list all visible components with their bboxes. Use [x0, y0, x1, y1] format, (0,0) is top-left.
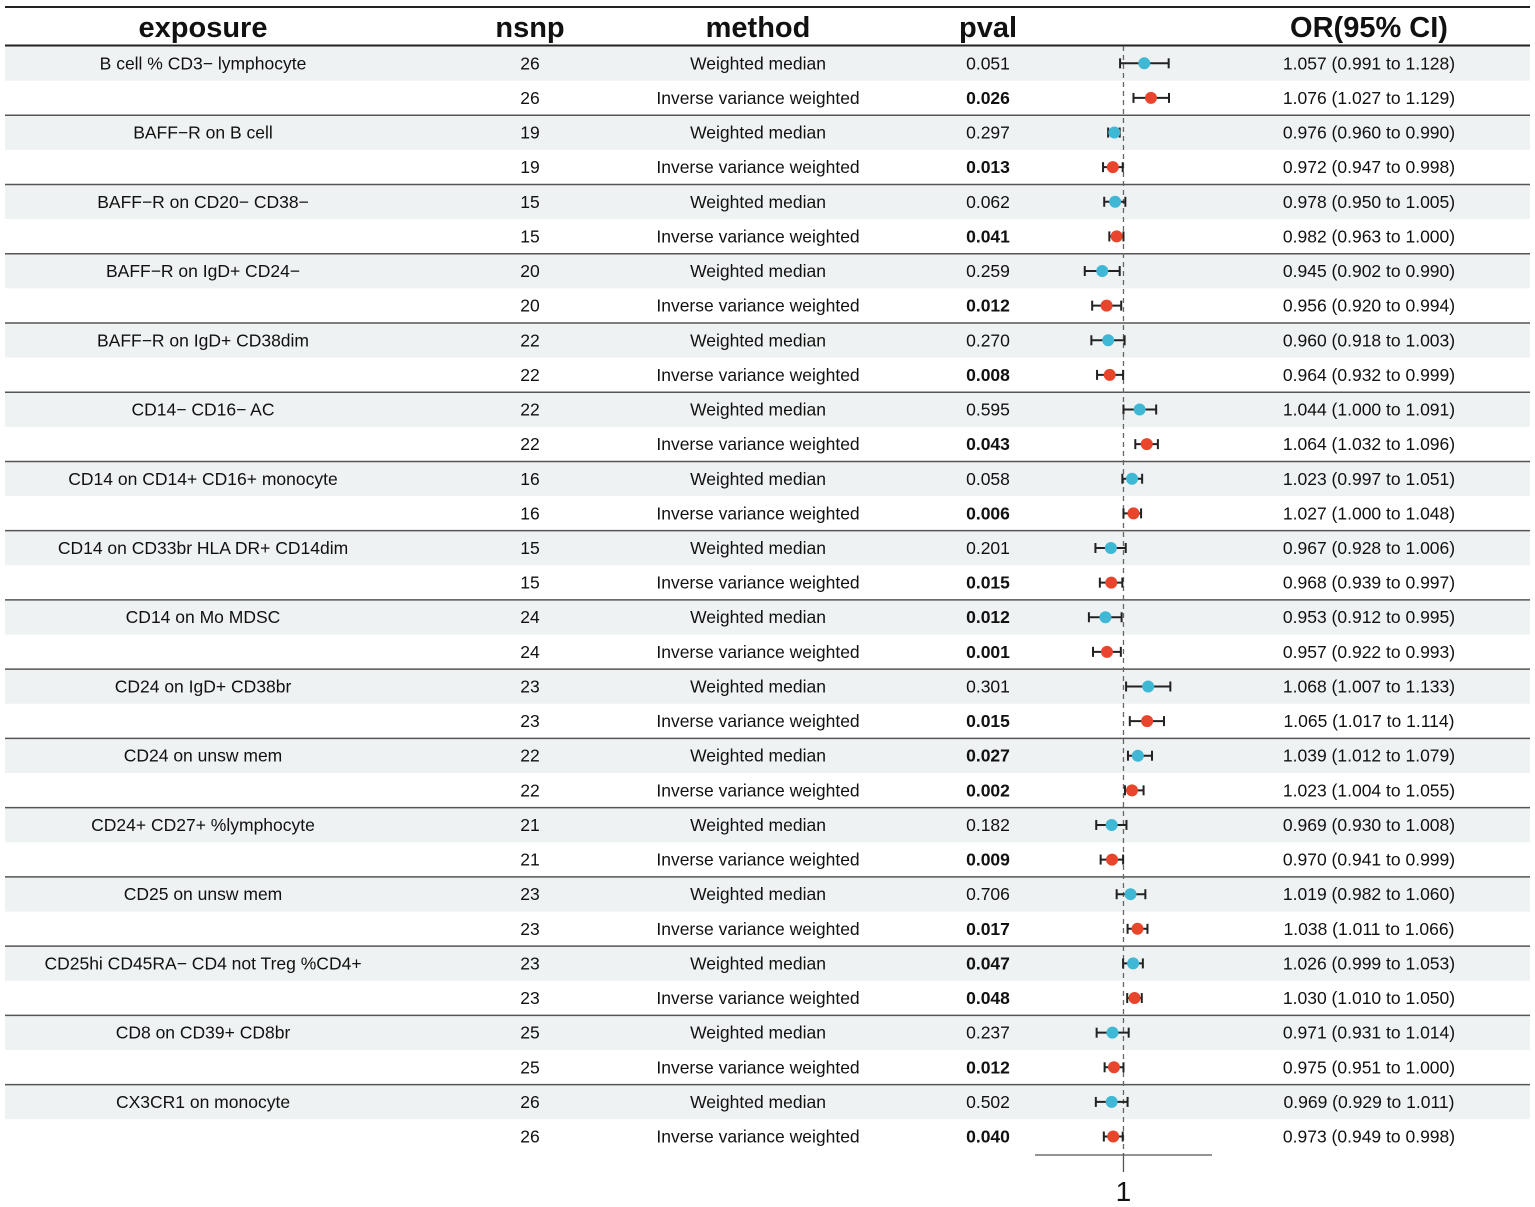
- nsnp-value: 26: [520, 1126, 540, 1147]
- or-ci-value: 1.026 (0.999 to 1.053): [1282, 953, 1456, 974]
- method-label: Weighted median: [690, 537, 826, 558]
- nsnp-value: 16: [520, 503, 540, 524]
- estimate-point: [1106, 854, 1118, 866]
- pval-value: 0.040: [966, 1126, 1010, 1147]
- estimate-point: [1096, 265, 1108, 277]
- or-ci-value: 0.953 (0.912 to 0.995): [1282, 607, 1456, 628]
- method-label: Inverse variance weighted: [656, 641, 860, 662]
- nsnp-value: 21: [520, 849, 540, 870]
- or-ci-value: 1.030 (1.010 to 1.050): [1282, 988, 1456, 1009]
- or-ci-value: 0.969 (0.930 to 1.008): [1282, 814, 1456, 835]
- or-ci-value: 0.975 (0.951 to 1.000): [1282, 1057, 1456, 1078]
- nsnp-value: 24: [520, 641, 540, 662]
- method-label: Weighted median: [690, 953, 826, 974]
- nsnp-value: 22: [520, 399, 540, 420]
- nsnp-value: 19: [520, 122, 540, 143]
- or-ci-value: 0.967 (0.928 to 1.006): [1282, 537, 1456, 558]
- or-ci-value: 1.038 (1.011 to 1.066): [1283, 918, 1455, 939]
- estimate-point: [1099, 611, 1111, 623]
- pval-value: 0.012: [966, 1057, 1010, 1078]
- nsnp-value: 20: [520, 295, 540, 316]
- nsnp-value: 23: [520, 953, 540, 974]
- x-tick-label: 1: [1115, 1176, 1132, 1207]
- or-ci-value: 0.976 (0.960 to 0.990): [1282, 122, 1456, 143]
- or-ci-value: 0.978 (0.950 to 1.005): [1282, 191, 1456, 212]
- estimate-point: [1107, 1131, 1119, 1143]
- pval-value: 0.015: [966, 572, 1010, 593]
- pval-value: 0.017: [966, 918, 1010, 939]
- method-label: Inverse variance weighted: [656, 780, 860, 801]
- exposure-label: BAFF−R on B cell: [133, 122, 273, 143]
- estimate-point: [1106, 1027, 1118, 1039]
- method-label: Inverse variance weighted: [656, 434, 860, 455]
- exposure-label: CD14 on CD14+ CD16+ monocyte: [68, 468, 338, 489]
- estimate-point: [1134, 404, 1146, 416]
- method-label: Inverse variance weighted: [656, 918, 860, 939]
- pval-value: 0.051: [966, 53, 1010, 74]
- exposure-label: CD14− CD16− AC: [131, 399, 275, 420]
- method-label: Weighted median: [690, 191, 826, 212]
- pval-value: 0.270: [966, 330, 1010, 351]
- or-ci-value: 0.970 (0.941 to 0.999): [1282, 849, 1456, 870]
- or-ci-value: 1.065 (1.017 to 1.114): [1283, 711, 1455, 732]
- exposure-label: CD14 on Mo MDSC: [125, 607, 281, 628]
- estimate-point: [1101, 646, 1113, 658]
- or-ci-value: 0.973 (0.949 to 0.998): [1282, 1126, 1456, 1147]
- pval-value: 0.013: [966, 157, 1010, 178]
- or-ci-value: 1.023 (1.004 to 1.055): [1282, 780, 1456, 801]
- pval-value: 0.012: [966, 295, 1010, 316]
- pval-value: 0.041: [966, 226, 1010, 247]
- nsnp-value: 23: [520, 988, 540, 1009]
- or-ci-value: 1.039 (1.012 to 1.079): [1282, 745, 1456, 766]
- pval-value: 0.002: [966, 780, 1010, 801]
- method-label: Weighted median: [690, 399, 826, 420]
- estimate-point: [1106, 1096, 1118, 1108]
- nsnp-value: 26: [520, 1091, 540, 1112]
- estimate-point: [1105, 542, 1117, 554]
- or-ci-value: 1.064 (1.032 to 1.096): [1282, 434, 1456, 455]
- pval-value: 0.062: [966, 191, 1010, 212]
- header-or-ci: OR(95% CI): [1290, 12, 1448, 44]
- method-label: Weighted median: [690, 122, 826, 143]
- estimate-point: [1141, 438, 1153, 450]
- exposure-label: CX3CR1 on monocyte: [115, 1091, 291, 1112]
- or-ci-value: 1.068 (1.007 to 1.133): [1282, 676, 1456, 697]
- pval-value: 0.706: [966, 884, 1010, 905]
- header-method: method: [705, 12, 811, 44]
- estimate-point: [1127, 507, 1139, 519]
- pval-value: 0.015: [966, 711, 1010, 732]
- estimate-point: [1104, 369, 1116, 381]
- estimate-point: [1101, 300, 1113, 312]
- header-nsnp: nsnp: [495, 12, 565, 44]
- nsnp-value: 23: [520, 711, 540, 732]
- or-ci-value: 0.945 (0.902 to 0.990): [1282, 261, 1456, 282]
- estimate-point: [1108, 1061, 1120, 1073]
- estimate-point: [1126, 784, 1138, 796]
- pval-value: 0.047: [966, 953, 1010, 974]
- pval-value: 0.058: [966, 468, 1010, 489]
- method-label: Weighted median: [690, 468, 826, 489]
- header-pval: pval: [958, 12, 1018, 44]
- method-label: Weighted median: [690, 814, 826, 835]
- estimate-point: [1108, 127, 1120, 139]
- nsnp-value: 26: [520, 87, 540, 108]
- estimate-point: [1126, 473, 1138, 485]
- nsnp-value: 15: [520, 537, 540, 558]
- estimate-point: [1109, 196, 1121, 208]
- estimate-point: [1127, 957, 1139, 969]
- or-ci-value: 0.956 (0.920 to 0.994): [1282, 295, 1456, 316]
- method-label: Inverse variance weighted: [656, 711, 860, 732]
- nsnp-value: 21: [520, 814, 540, 835]
- or-ci-value: 0.968 (0.939 to 0.997): [1282, 572, 1456, 593]
- estimate-point: [1132, 750, 1144, 762]
- pval-value: 0.301: [966, 676, 1010, 697]
- pval-value: 0.201: [966, 537, 1010, 558]
- or-ci-value: 0.972 (0.947 to 0.998): [1282, 157, 1456, 178]
- method-label: Inverse variance weighted: [656, 849, 860, 870]
- estimate-point: [1138, 57, 1150, 69]
- or-ci-value: 1.019 (0.982 to 1.060): [1282, 884, 1456, 905]
- exposure-label: CD24 on unsw mem: [123, 745, 283, 766]
- method-label: Weighted median: [690, 676, 826, 697]
- exposure-label: BAFF−R on IgD+ CD24−: [105, 261, 301, 282]
- nsnp-value: 15: [520, 572, 540, 593]
- or-ci-value: 0.960 (0.918 to 1.003): [1282, 330, 1456, 351]
- exposure-label: CD14 on CD33br HLA DR+ CD14dim: [57, 537, 349, 558]
- method-label: Inverse variance weighted: [656, 364, 860, 385]
- estimate-point: [1131, 923, 1143, 935]
- nsnp-value: 22: [520, 780, 540, 801]
- nsnp-value: 25: [520, 1022, 540, 1043]
- estimate-point: [1142, 680, 1154, 692]
- pval-value: 0.006: [966, 503, 1010, 524]
- estimate-point: [1129, 992, 1141, 1004]
- pval-value: 0.043: [966, 434, 1010, 455]
- method-label: Inverse variance weighted: [656, 157, 860, 178]
- exposure-label: B cell % CD3− lymphocyte: [99, 53, 307, 74]
- nsnp-value: 22: [520, 330, 540, 351]
- method-label: Inverse variance weighted: [656, 988, 860, 1009]
- method-label: Inverse variance weighted: [656, 572, 860, 593]
- pval-value: 0.237: [966, 1022, 1010, 1043]
- nsnp-value: 23: [520, 884, 540, 905]
- method-label: Weighted median: [690, 745, 826, 766]
- method-label: Inverse variance weighted: [656, 87, 860, 108]
- nsnp-value: 25: [520, 1057, 540, 1078]
- nsnp-value: 23: [520, 918, 540, 939]
- nsnp-value: 22: [520, 745, 540, 766]
- method-label: Weighted median: [690, 53, 826, 74]
- estimate-point: [1102, 334, 1114, 346]
- or-ci-value: 0.964 (0.932 to 0.999): [1282, 364, 1456, 385]
- nsnp-value: 23: [520, 676, 540, 697]
- pval-value: 0.595: [966, 399, 1010, 420]
- pval-value: 0.008: [966, 364, 1010, 385]
- or-ci-value: 1.076 (1.027 to 1.129): [1282, 87, 1456, 108]
- method-label: Weighted median: [690, 607, 826, 628]
- or-ci-value: 1.044 (1.000 to 1.091): [1282, 399, 1456, 420]
- pval-value: 0.001: [966, 641, 1010, 662]
- estimate-point: [1106, 819, 1118, 831]
- estimate-point: [1105, 577, 1117, 589]
- exposure-label: CD25 on unsw mem: [123, 884, 283, 905]
- method-label: Weighted median: [690, 330, 826, 351]
- method-label: Weighted median: [690, 1022, 826, 1043]
- exposure-label: CD24+ CD27+ %lymphocyte: [91, 814, 315, 835]
- nsnp-value: 22: [520, 364, 540, 385]
- exposure-label: CD8 on CD39+ CD8br: [115, 1022, 291, 1043]
- or-ci-value: 1.027 (1.000 to 1.048): [1282, 503, 1456, 524]
- pval-value: 0.012: [966, 607, 1010, 628]
- method-label: Weighted median: [690, 884, 826, 905]
- exposure-label: CD24 on IgD+ CD38br: [114, 676, 292, 697]
- estimate-point: [1145, 92, 1157, 104]
- nsnp-value: 19: [520, 157, 540, 178]
- method-label: Inverse variance weighted: [656, 226, 860, 247]
- estimate-point: [1125, 888, 1137, 900]
- or-ci-value: 0.971 (0.931 to 1.014): [1282, 1022, 1456, 1043]
- pval-value: 0.048: [966, 988, 1010, 1009]
- or-ci-value: 1.057 (0.991 to 1.128): [1282, 53, 1456, 74]
- nsnp-value: 15: [520, 191, 540, 212]
- method-label: Inverse variance weighted: [656, 1057, 860, 1078]
- nsnp-value: 20: [520, 261, 540, 282]
- or-ci-value: 0.957 (0.922 to 0.993): [1282, 641, 1456, 662]
- exposure-label: BAFF−R on CD20− CD38−: [97, 191, 309, 212]
- method-label: Weighted median: [690, 1091, 826, 1112]
- header-exposure: exposure: [138, 12, 268, 44]
- pval-value: 0.259: [966, 261, 1010, 282]
- nsnp-value: 24: [520, 607, 540, 628]
- pval-value: 0.027: [966, 745, 1010, 766]
- estimate-point: [1111, 230, 1123, 242]
- pval-value: 0.026: [966, 87, 1010, 108]
- or-ci-value: 0.982 (0.963 to 1.000): [1282, 226, 1456, 247]
- nsnp-value: 16: [520, 468, 540, 489]
- nsnp-value: 26: [520, 53, 540, 74]
- nsnp-value: 22: [520, 434, 540, 455]
- nsnp-value: 15: [520, 226, 540, 247]
- method-label: Inverse variance weighted: [656, 503, 860, 524]
- exposure-label: CD25hi CD45RA− CD4 not Treg %CD4+: [44, 953, 362, 974]
- exposure-label: BAFF−R on IgD+ CD38dim: [96, 330, 310, 351]
- pval-value: 0.009: [966, 849, 1010, 870]
- estimate-point: [1107, 161, 1119, 173]
- estimate-point: [1141, 715, 1153, 727]
- or-ci-value: 1.023 (0.997 to 1.051): [1282, 468, 1456, 489]
- method-label: Inverse variance weighted: [656, 1126, 860, 1147]
- method-label: Inverse variance weighted: [656, 295, 860, 316]
- method-label: Weighted median: [690, 261, 826, 282]
- pval-value: 0.297: [966, 122, 1010, 143]
- pval-value: 0.502: [966, 1091, 1010, 1112]
- or-ci-value: 0.969 (0.929 to 1.011): [1283, 1091, 1455, 1112]
- pval-value: 0.182: [966, 814, 1010, 835]
